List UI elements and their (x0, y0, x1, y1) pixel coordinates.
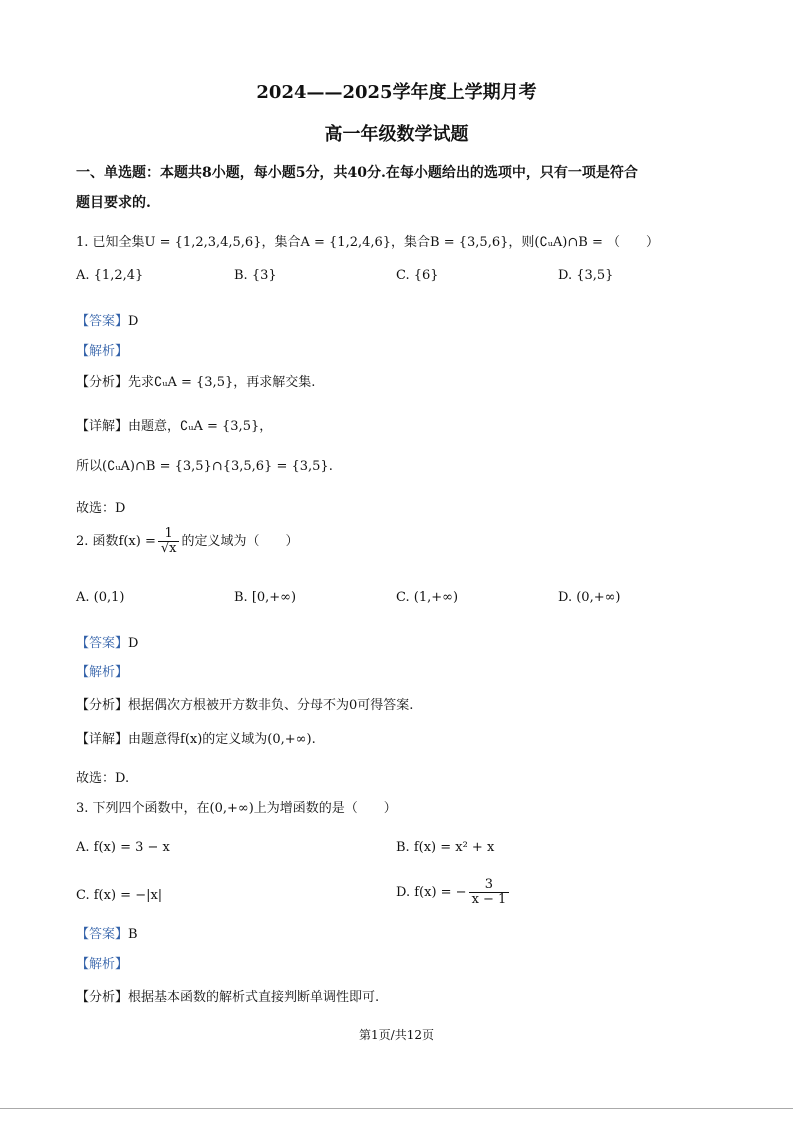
section-heading-line1: 一、单选题：本题共8小题，每小题5分，共40分.在每小题给出的选项中，只有一项是符合 (76, 165, 638, 181)
q3-stem: 3. 下列四个函数中，在(0,+∞)上为增函数的是（ ） (76, 801, 397, 816)
q3-answer-tag: 【答案】 (76, 927, 129, 942)
q1-option-b: B. {3} (234, 268, 277, 283)
q2-fenxi-tag: 【分析】 (76, 698, 129, 713)
exam-title: 2024——2025学年度上学期月考 (256, 82, 537, 103)
q2-answer-value: D (128, 636, 139, 651)
q2-fenxi (76, 694, 413, 713)
q1-fenxi-text: 先求∁ᵤA = {3,5}，再求解交集. (128, 375, 316, 390)
q3-option-d-num: 3 (469, 878, 510, 893)
q2-detail (76, 728, 316, 747)
q3-option-d-pre: D. f(x) = − (396, 885, 467, 900)
q2-choose: 故选：D. (76, 771, 130, 786)
q1-fenxi-tag: 【分析】 (76, 375, 129, 390)
q3-option-d (396, 878, 511, 907)
q2-detail-tag: 【详解】 (76, 732, 129, 747)
q1-choose: 故选：D (76, 501, 126, 516)
q2-answer-tag: 【答案】 (76, 636, 129, 651)
section-heading-line2: 题目要求的. (76, 195, 151, 211)
q2-fenxi-text: 根据偶次方根被开方数非负、分母不为0可得答案. (128, 698, 414, 713)
q1-analysis-tag: 【解析】 (76, 344, 129, 359)
q1-detail-line2: 所以(∁ᵤA)∩B = {3,5}∩{3,5,6} = {3,5}. (76, 459, 333, 474)
q1-answer-value: D (128, 314, 139, 329)
q2-option-a: A. (0,1) (76, 590, 125, 605)
q1-detail-tag: 【详解】 (76, 419, 129, 434)
q2-fraction-num: 1 (158, 527, 180, 542)
q3-fenxi-tag: 【分析】 (76, 990, 129, 1005)
q1-stem: 1. 已知全集U = {1,2,3,4,5,6}，集合A = {1,2,4,6}，集合B = {3,5,6}，则(∁ᵤA)∩B = （ ） (76, 235, 659, 250)
q1-answer-tag: 【答案】 (76, 314, 129, 329)
q3-analysis-tag: 【解析】 (76, 957, 129, 972)
q3-fenxi (76, 986, 379, 1005)
q2-option-b: B. [0,+∞) (234, 590, 297, 605)
q1-fenxi (76, 371, 315, 390)
q1-detail-text: 由题意，∁ᵤA = {3,5}， (128, 419, 273, 434)
q3-fenxi-text: 根据基本函数的解析式直接判断单调性即可. (128, 990, 380, 1005)
q2-option-c: C. (1,+∞) (396, 590, 459, 605)
q2-fraction (158, 527, 180, 556)
q1-detail (76, 415, 272, 434)
exam-subtitle: 高一年级数学试题 (324, 124, 469, 145)
q1-answer (76, 310, 138, 329)
q2-analysis-tag: 【解析】 (76, 665, 129, 680)
q2-option-d: D. (0,+∞) (558, 590, 621, 605)
q3-option-d-fraction (469, 878, 510, 907)
q2-stem-post: 的定义域为（ ） (181, 534, 299, 549)
q3-option-a: A. f(x) = 3 − x (76, 840, 170, 855)
q1-option-c: C. {6} (396, 268, 439, 283)
q1-option-a: A. {1,2,4} (76, 268, 144, 283)
page-bottom-divider (0, 1108, 793, 1109)
q3-option-b: B. f(x) = x² + x (396, 840, 495, 855)
q3-option-d-den: x − 1 (471, 892, 507, 907)
q2-answer (76, 632, 138, 651)
q2-fraction-den: √x (160, 541, 177, 556)
q3-answer (76, 923, 138, 942)
q2-stem (76, 527, 299, 556)
q3-answer-value: B (128, 927, 138, 942)
q2-stem-pre: 2. 函数f(x) = (76, 534, 156, 549)
page-number: 第1页/共12页 (359, 1028, 434, 1042)
q3-option-c: C. f(x) = −|x| (76, 888, 163, 903)
q2-detail-text: 由题意得f(x)的定义域为(0,+∞). (128, 732, 316, 747)
q1-option-d: D. {3,5} (558, 268, 614, 283)
